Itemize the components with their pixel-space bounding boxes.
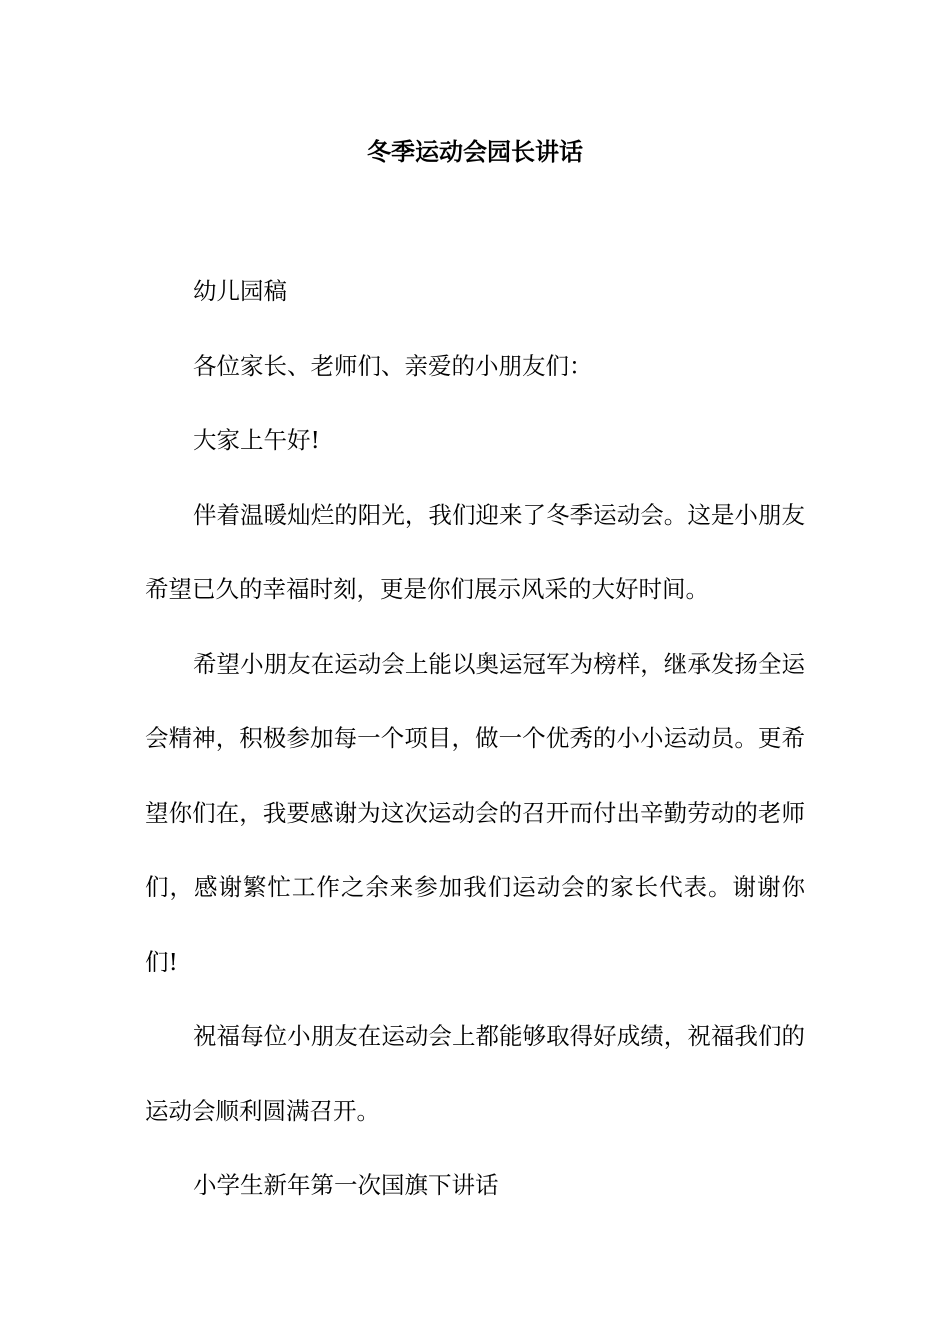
paragraph-blessing: 祝福每位小朋友在运动会上都能够取得好成绩，祝福我们的运动会顺利圆满召开。 [145,1022,805,1125]
paragraph-hope: 希望小朋友在运动会上能以奥运冠军为榜样，继承发扬全运会精神，积极参加每一个项目，做一个优秀的小小运动员。更希望你们在，我要感谢为这次运动会的召开而付出辛勤劳动的老师们，感谢繁忙工作之余来参加我们运动会的家长代表。谢谢你们! [145,649,805,976]
paragraph-intro: 伴着温暖灿烂的阳光，我们迎来了冬季运动会。这是小朋友希望已久的幸福时刻，更是你们展示风采的大好时间。 [145,500,805,603]
paragraph-source: 幼儿园稿 [193,277,287,305]
paragraph-next-title: 小学生新年第一次国旗下讲话 [193,1171,499,1199]
paragraph-greeting: 大家上午好! [193,426,320,454]
paragraph-salutation: 各位家长、老师们、亲爱的小朋友们： [193,351,593,380]
document-title: 冬季运动会园长讲话 [367,137,583,166]
document-body [145,254,805,1223]
